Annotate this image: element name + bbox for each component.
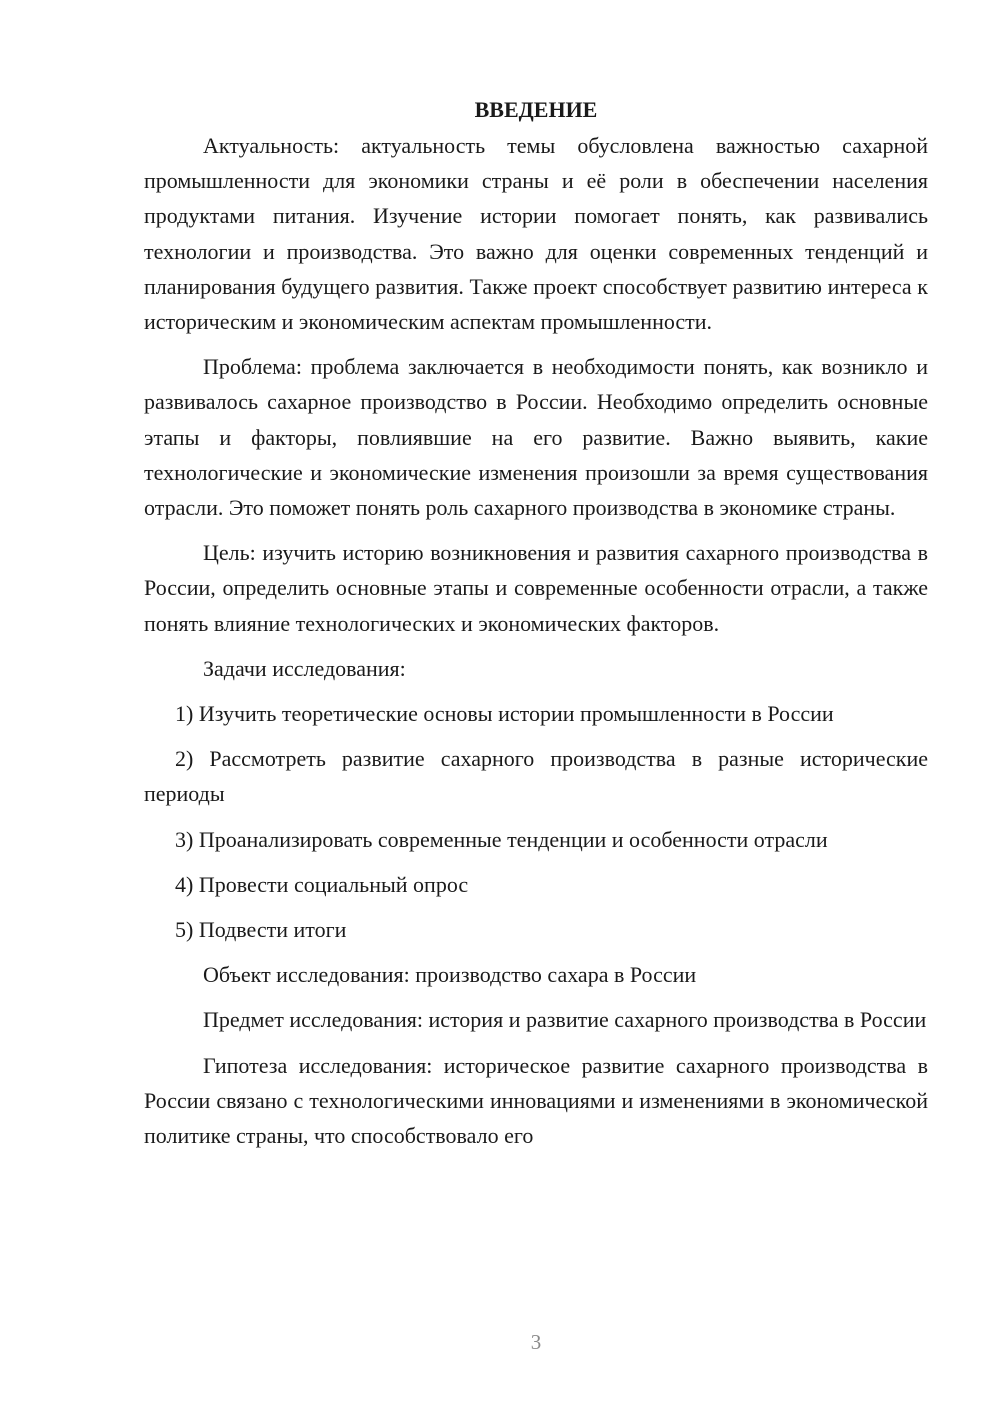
paragraph-problem: Проблема: проблема заключается в необходимости понять, как возникло и развивалось сахарное производство в России. Необходимо определить основные этапы и факторы, повлиявшие на его развитие. Важно выявить, какие технологические и экономические изменения произошли за время существования отрасли. Это поможет понять роль сахарного производства в экономике страны. bbox=[144, 354, 928, 521]
paragraph-object: Объект исследования: производство сахара в России bbox=[203, 962, 697, 988]
task-item-4: 4) Провести социальный опрос bbox=[175, 871, 469, 897]
task-item-2: 2) Рассмотреть развитие сахарного производства в разные исторические периоды bbox=[144, 746, 928, 807]
document-page bbox=[144, 92, 928, 1163]
task-item-1: 1) Изучить теоретические основы истории промышленности в России bbox=[175, 701, 834, 727]
paragraph-relevance: Актуальность: актуальность темы обусловлена важностью сахарной промышленности для экономики страны и её роли в обеспечении населения продуктами питания. Изучение истории помогает понять, как развивались технологии и производства. Это важно для оценки современных тенденций и планирования будущего развития. Также проект способствует развитию интереса к историческим и экономическим аспектам промышленности. bbox=[144, 133, 928, 335]
page-number: 3 bbox=[530, 1330, 542, 1354]
tasks-heading: Задачи исследования: bbox=[203, 655, 406, 681]
task-item-3: 3) Проанализировать современные тенденции и особенности отрасли bbox=[175, 826, 828, 852]
paragraph-subject: Предмет исследования: история и развитие сахарного производства в России bbox=[203, 1007, 927, 1033]
paragraph-hypothesis: Гипотеза исследования: историческое развитие сахарного производства в России связано с технологическими инновациями и изменениями в экономической политике страны, что способствовало его bbox=[144, 1052, 928, 1149]
task-item-5: 5) Подвести итоги bbox=[175, 917, 347, 943]
section-title: ВВЕДЕНИЕ bbox=[474, 97, 598, 122]
paragraph-goal: Цель: изучить историю возникновения и развития сахарного производства в России, определить основные этапы и современные особенности отрасли, а также понять влияние технологических и экономических факторов. bbox=[144, 540, 928, 636]
